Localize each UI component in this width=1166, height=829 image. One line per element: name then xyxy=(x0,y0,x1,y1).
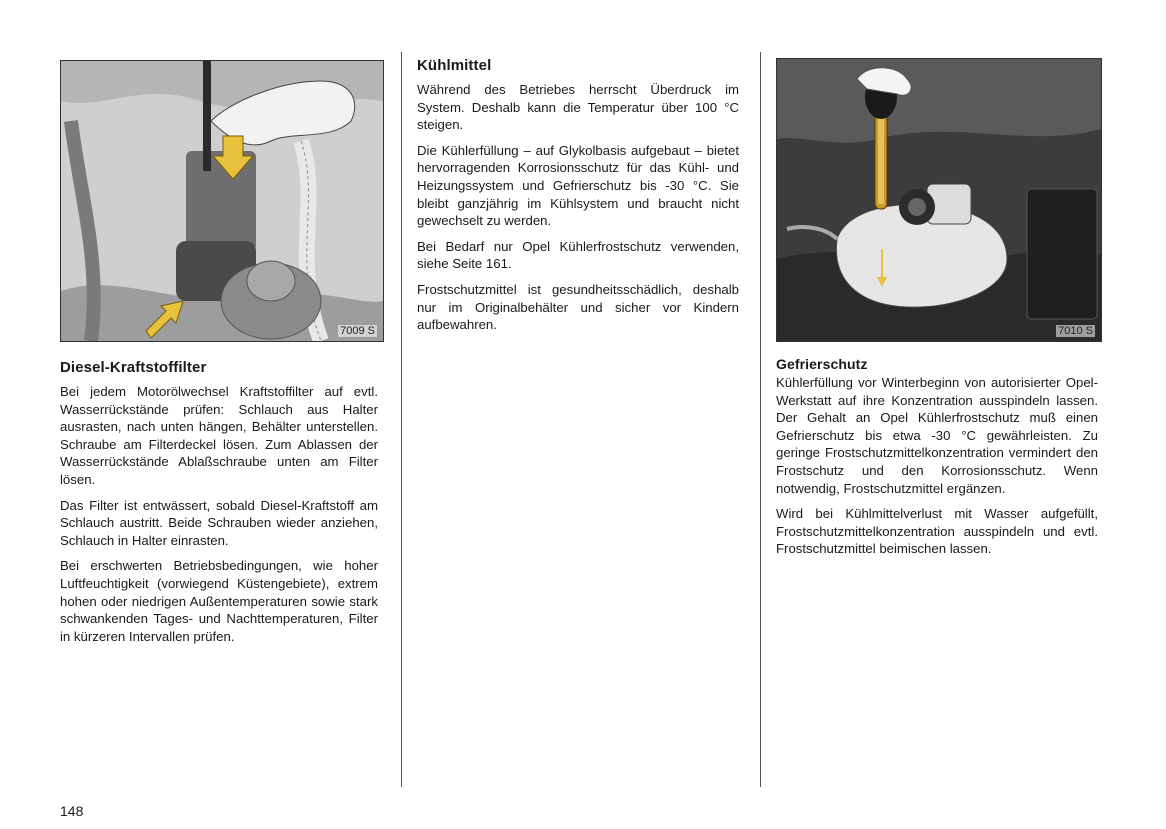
coolant-hydrometer-figure xyxy=(776,58,1102,342)
coolant-hydrometer-illustration xyxy=(777,59,1101,341)
paragraph: Bei jedem Motorölwechsel Kraftstoffilter auf evtl. Wasserrückstände prüfen: Schlauch aus Halter ausrasten, nach unten hängen, Behälter unterstellen. Schraube am Filterdeckel lösen. Zum Ablassen der Wasserrückstände Ablaßschraube unten am Filter lösen. xyxy=(60,384,378,487)
paragraph: Frostschutzmittel ist gesundheitsschädlich, deshalb nur im Originalbehälter und sicher vor Kindern aufbewahren. xyxy=(417,281,739,333)
diesel-filter-figure xyxy=(60,60,384,342)
coolant-text xyxy=(417,81,739,342)
column-divider xyxy=(401,52,402,787)
paragraph: Bei erschwerten Betriebsbedingungen, wie hoher Luftfeuchtigkeit (vorwiegend Küstengebiete), extrem hohen oder niedrigen Außentemperaturen sowie stark schwankenden Tages- und Nachttemperaturen, Filter in kürzeren Intervallen prüfen. xyxy=(60,558,378,644)
column-divider xyxy=(760,52,761,787)
section-title-antifreeze: Gefrierschutz xyxy=(776,356,868,372)
section-title-coolant: Kühlmittel xyxy=(417,57,492,74)
paragraph: Die Kühlerfüllung – auf Glykolbasis aufgebaut – bietet hervorragenden Korrosionsschutz für das Kühl- und Heizungssystem und Gefrierschutz bis -30 °C. Sie bleibt ganzjährig im Kühlsystem und braucht nicht gewechselt zu werden. xyxy=(417,142,739,229)
figure-code: 7010 S xyxy=(1058,325,1093,337)
antifreeze-text xyxy=(776,374,1098,566)
page-number: 148 xyxy=(60,803,84,819)
paragraph: Wird bei Kühlmittelverlust mit Wasser aufgefüllt, Frostschutzmittelkonzentration ausspindeln und evtl. Frostschutzmittel beimischen lassen. xyxy=(776,506,1098,557)
paragraph: Das Filter ist entwässert, sobald Diesel-Kraftstoff am Schlauch austritt. Beide Schrauben wieder anziehen, Schlauch in Halter einrasten. xyxy=(60,497,378,548)
paragraph: Bei Bedarf nur Opel Kühlerfrostschutz verwenden, siehe Seite 161. xyxy=(417,238,739,272)
section-title-diesel-filter: Diesel-Kraftstoffilter xyxy=(60,359,207,376)
paragraph: Während des Betriebes herrscht Überdruck im System. Deshalb kann die Temperatur über 100 °C steigen. xyxy=(417,82,739,133)
diesel-filter-text xyxy=(60,383,378,653)
diesel-filter-illustration xyxy=(61,61,383,341)
paragraph: Kühlerfüllung vor Winterbeginn von autorisierter Opel-Werkstatt auf ihre Konzentration ausspindeln lassen. Der Gehalt an Opel Kühlerfrostschutz muß einen Gefrierschutz bis etwa -30 °C gewährleisten. Zu geringe Frostschutzmittelkonzentration vermindert den Frostschutz und den Korrosionsschutz. Wenn notwendig, Frostschutzmittel ergänzen. xyxy=(776,375,1098,496)
figure-code: 7009 S xyxy=(340,325,375,337)
